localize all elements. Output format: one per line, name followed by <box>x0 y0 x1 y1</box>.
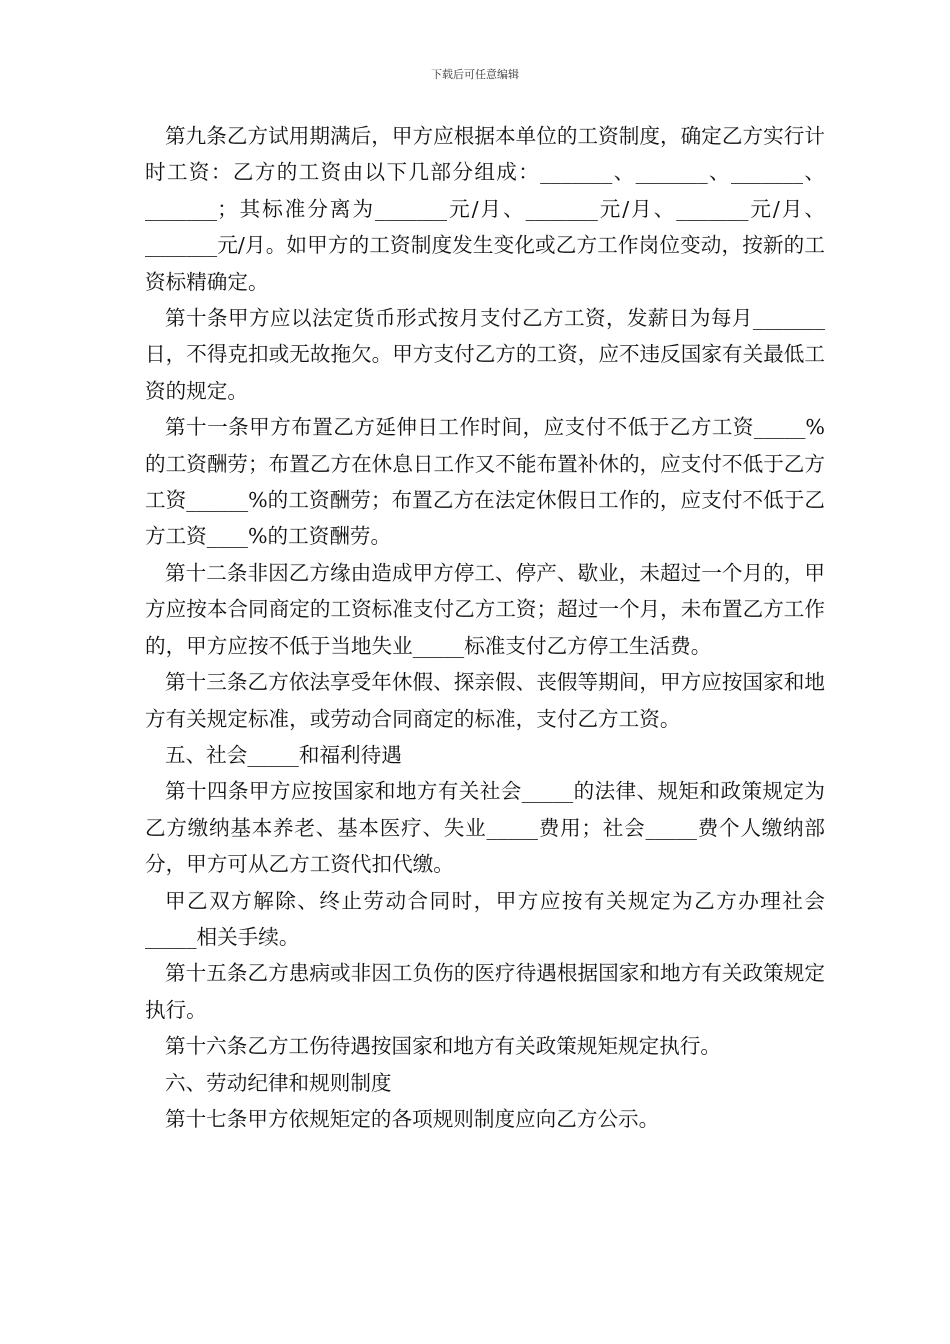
section-5-heading: 五、社会_____和福利待遇 <box>165 742 402 767</box>
termination-clause: 甲乙双方解除、终止劳动合同时，甲方应按有关规定为乙方办理社会_____相关手续。 <box>145 888 825 949</box>
article-12: 第十二条非因乙方缘由造成甲方停工、停产、歇业，未超过一个月的，甲方应按本合同商定的工资标准支付乙方工资；超过一个月，未布置乙方工作的，甲方应按不低于当地失业_____标准支付乙方停工生活费。 <box>145 560 825 658</box>
article-17: 第十七条甲方依规矩定的各项规则制度应向乙方公示。 <box>165 1106 660 1131</box>
article-13: 第十三条乙方依法享受年休假、探亲假、丧假等期间，甲方应按国家和地方有关规定标准，或劳动合同商定的标准，支付乙方工资。 <box>145 670 825 731</box>
article-10: 第十条甲方应以法定货币形式按月支付乙方工资，发薪日为每月_______日，不得克扣或无故拖欠。甲方支付乙方的工资，应不违反国家有关最低工资的规定。 <box>145 306 825 403</box>
document-body <box>145 118 825 1137</box>
article-14: 第十四条甲方应按国家和地方有关社会_____的法律、规矩和政策规定为乙方缴纳基本养老、基本医疗、失业_____费用；社会_____费个人缴纳部分，甲方可从乙方工资代扣代缴。 <box>145 779 825 877</box>
article-9: 第九条乙方试用期满后，甲方应根据本单位的工资制度，确定乙方实行计时工资：乙方的工资由以下几部分组成：_______、_______、_______、_______；其标准分离为_______元/月、_______元/月、_______元/月、_______元/月。如甲方的工资制度发生变化或乙方工作岗位变动，按新的工资标精确定。 <box>145 124 825 294</box>
page-header: 下载后可任意编辑 <box>431 68 519 81</box>
article-11: 第十一条甲方布置乙方延伸日工作时间，应支付不低于乙方工资_____%的工资酬劳；布置乙方在休息日工作又不能布置补休的，应支付不低于乙方工资______%的工资酬劳；布置乙方在法定休假日工作的，应支付不低于乙方工资____%的工资酬劳。 <box>145 415 825 549</box>
article-16: 第十六条乙方工伤待遇按国家和地方有关政策规矩规定执行。 <box>165 1034 722 1059</box>
article-15: 第十五条乙方患病或非因工负伤的医疗待遇根据国家和地方有关政策规定执行。 <box>145 961 825 1022</box>
section-6-heading: 六、劳动纪律和规则制度 <box>165 1070 392 1095</box>
